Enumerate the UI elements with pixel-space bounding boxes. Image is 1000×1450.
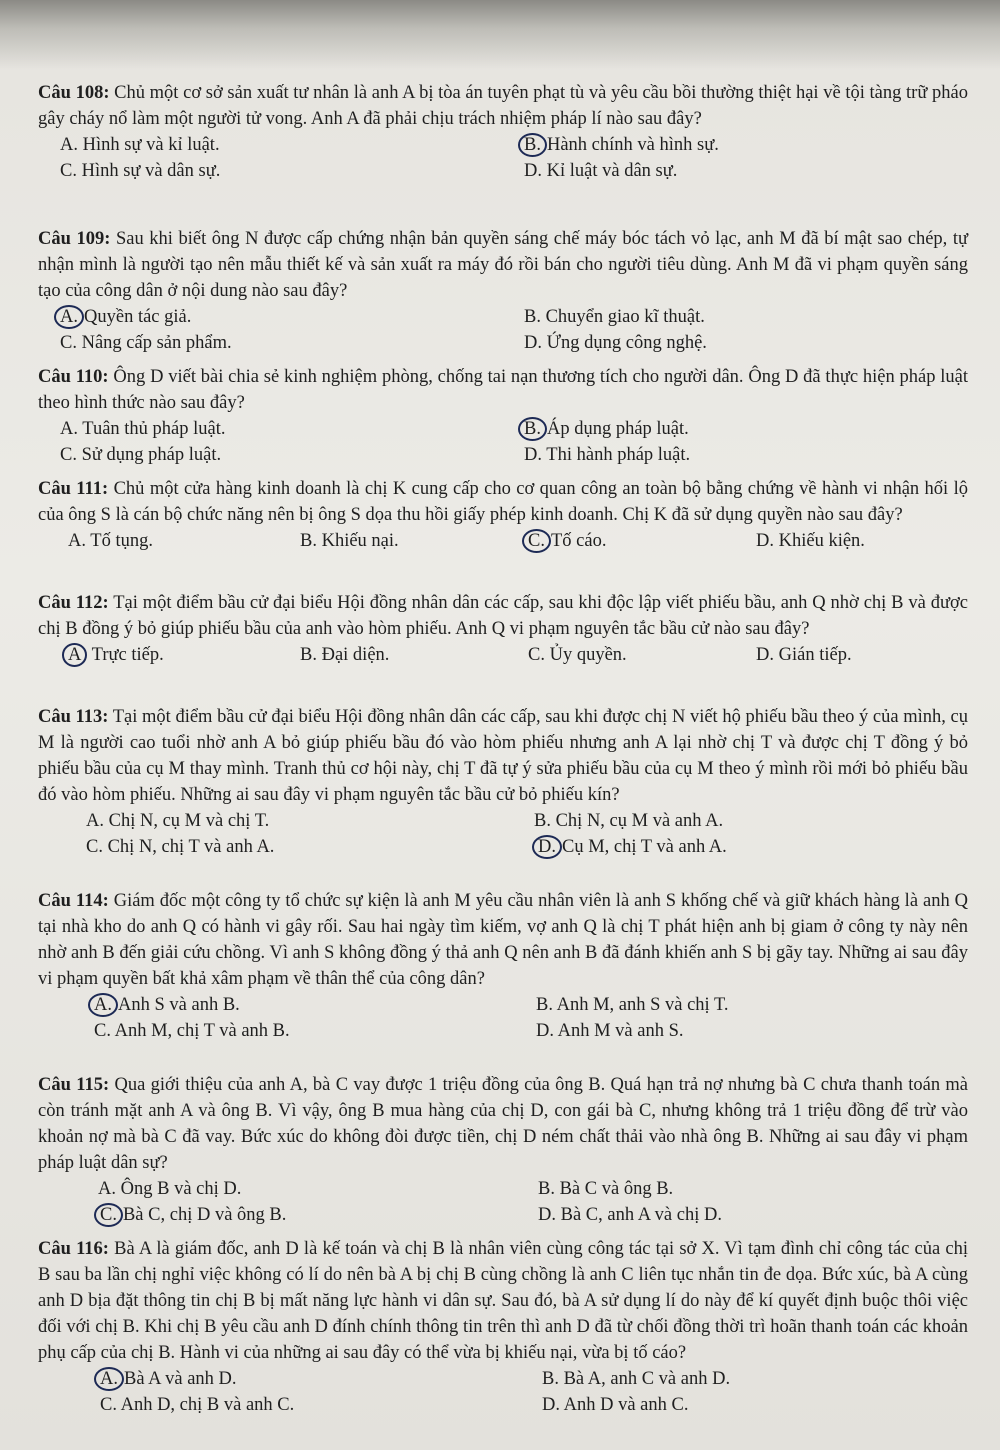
- option-c[interactable]: C. Chị N, chị T và anh A.: [86, 837, 275, 857]
- options: [38, 642, 968, 670]
- answer-circle: A.: [54, 305, 84, 329]
- question-number: Câu 111:: [38, 479, 109, 499]
- answer-circle: A.: [94, 1367, 124, 1391]
- option-c[interactable]: C. Sử dụng pháp luật.: [60, 445, 222, 465]
- answer-circle: C.: [94, 1203, 123, 1227]
- option-d[interactable]: D. Anh D và anh C.: [542, 1395, 689, 1415]
- question-111: [38, 476, 968, 556]
- option-b[interactable]: B. Bà A, anh C và anh D.: [542, 1369, 731, 1389]
- option-c[interactable]: C. Tố cáo.: [528, 528, 606, 554]
- option-a[interactable]: A. Tuân thủ pháp luật.: [60, 419, 226, 439]
- answer-circle: A: [62, 643, 87, 667]
- option-d[interactable]: D. Kỉ luật và dân sự.: [524, 161, 678, 181]
- answer-circle: D.: [532, 835, 562, 859]
- option-a[interactable]: A. Bà A và anh D.: [100, 1366, 237, 1392]
- question-number: Câu 109:: [38, 229, 111, 249]
- option-c[interactable]: C. Bà C, chị D và ông B.: [100, 1202, 286, 1228]
- question-115: [38, 1072, 968, 1230]
- question-113: [38, 704, 968, 862]
- question-number: Câu 114:: [38, 891, 109, 911]
- option-d[interactable]: D. Anh M và anh S.: [536, 1021, 684, 1041]
- question-108: [38, 80, 968, 186]
- option-c[interactable]: C. Hình sự và dân sự.: [60, 161, 221, 181]
- question-110: [38, 364, 968, 470]
- question-number: Câu 113:: [38, 707, 109, 727]
- option-b[interactable]: B. Chuyển giao kĩ thuật.: [524, 307, 705, 327]
- option-a[interactable]: A. Hình sự và kỉ luật.: [60, 135, 220, 155]
- option-a[interactable]: A. Ông B và chị D.: [98, 1179, 242, 1199]
- option-c[interactable]: C. Anh M, chị T và anh B.: [94, 1021, 290, 1041]
- options: [38, 1366, 968, 1420]
- question-109: [38, 226, 968, 358]
- option-b[interactable]: B. Bà C và ông B.: [538, 1179, 674, 1199]
- option-d[interactable]: D. Khiếu kiện.: [756, 531, 865, 551]
- option-a[interactable]: A. Chị N, cụ M và chị T.: [86, 811, 270, 831]
- option-a[interactable]: A. Quyền tác giả.: [60, 304, 191, 330]
- question-number: Câu 115:: [38, 1075, 110, 1095]
- option-a[interactable]: A. Tố tụng.: [68, 531, 153, 551]
- option-b[interactable]: B. Hành chính và hình sự.: [524, 132, 719, 158]
- option-a[interactable]: A Trực tiếp.: [68, 642, 164, 668]
- option-d[interactable]: D. Gián tiếp.: [756, 645, 852, 665]
- question-112: [38, 590, 968, 670]
- option-d[interactable]: D. Bà C, anh A và chị D.: [538, 1205, 722, 1225]
- question-number: Câu 108:: [38, 83, 110, 103]
- option-d[interactable]: D. Thi hành pháp luật.: [524, 445, 691, 465]
- question-text: Ông D viết bài chia sẻ kinh nghiệm phòng, chống tai nạn thương tích cho người dân. Ông D đã thực hiện pháp luật theo hình thức nào sau đây?: [38, 367, 969, 413]
- option-b[interactable]: B. Chị N, cụ M và anh A.: [534, 811, 724, 831]
- options: [38, 528, 968, 556]
- options: [38, 132, 968, 186]
- question-text: Bà A là giám đốc, anh D là kế toán và chị B là nhân viên cùng công tác tại sở X. Vì tạm đình chỉ công tác của chị B sau ba lần chị nghỉ việc không có lí do nên bà A bị chị B cùng chồng là anh C liên tục nhắn tin đe dọa. Bức xúc, bà A cùng anh D bịa đặt thông tin chị B bị mất năng lực hành vi dân sự. Sau đó, bà A sử dụng lí do này để kí quyết định buộc thôi việc đối với chị B. Khi chị B yêu cầu anh D đính chính thông tin trên thì anh D đã từ chối đồng thời trì hoãn thanh toán các khoản phụ cấp của chị B. Hành vi của những ai sau đây có thể vừa bị khiếu nại, vừa bị tố cáo?: [38, 1239, 968, 1363]
- option-b[interactable]: B. Anh M, anh S và chị T.: [536, 995, 729, 1015]
- option-c[interactable]: C. Anh D, chị B và anh C.: [100, 1395, 295, 1415]
- option-c[interactable]: C. Ủy quyền.: [528, 645, 627, 665]
- option-c[interactable]: C. Nâng cấp sản phẩm.: [60, 333, 232, 353]
- question-number: Câu 110:: [38, 367, 109, 387]
- options: [38, 416, 968, 470]
- option-d[interactable]: D. Cụ M, chị T và anh A.: [538, 834, 727, 860]
- options: [38, 992, 968, 1046]
- answer-circle: B.: [518, 417, 547, 441]
- answer-circle: B.: [518, 133, 547, 157]
- options: [38, 304, 968, 358]
- paper-edge-shadow: [0, 0, 1000, 70]
- question-114: [38, 888, 968, 1046]
- question-text: Giám đốc một công ty tổ chức sự kiện là anh M yêu cầu nhân viên là anh S khống chế và giữ khách hàng là anh Q tại nhà kho do anh Q có hành vi gây rối. Sau hai ngày tìm kiếm, vợ anh Q là chị T phát hiện anh bị giam ở công ty này nên nhờ anh B đến giải cứu chồng. Vì anh S không đồng ý thả anh Q nên anh B đã đánh khiến anh S bị gãy tay. Những ai sau đây vi phạm quyền bất khả xâm phạm về thân thể của công dân?: [38, 891, 969, 989]
- question-text: Sau khi biết ông N được cấp chứng nhận bản quyền sáng chế máy bóc tách vỏ lạc, anh M đã bí mật sao chép, tự nhận mình là người tạo nên mẫu thiết kế và sản xuất ra máy đó rồi bán cho người tiêu dùng. Anh M đã vi phạm quyền sáng tạo của công dân ở nội dung nào sau đây?: [38, 229, 969, 301]
- option-b[interactable]: B. Khiếu nại.: [300, 531, 399, 551]
- options: [38, 808, 968, 862]
- question-text: Tại một điểm bầu cử đại biểu Hội đồng nhân dân các cấp, sau khi độc lập viết phiếu bầu, anh Q nhờ chị B và được chị B đồng ý bỏ giúp phiếu bầu của anh vào hòm phiếu. Anh Q vi phạm nguyên tắc bầu cử nào sau đây?: [38, 593, 968, 639]
- answer-circle: C.: [522, 529, 551, 553]
- question-text: Chủ một cơ sở sản xuất tư nhân là anh A bị tòa án tuyên phạt tù và yêu cầu bồi thường thiệt hại về tội tàng trữ pháo gây cháy nổ làm một người tử vong. Anh A đã phải chịu trách nhiệm pháp lí nào sau đây?: [38, 83, 969, 129]
- option-b[interactable]: B. Áp dụng pháp luật.: [524, 416, 689, 442]
- option-a[interactable]: A. Anh S và anh B.: [94, 992, 240, 1018]
- question-text: Tại một điểm bầu cử đại biểu Hội đồng nhân dân các cấp, sau khi được chị N viết hộ phiếu bầu theo ý của mình, cụ M là người cao tuổi nhờ anh A bỏ giúp phiếu bầu đó vào hòm phiếu nhưng anh A lại nhờ chị T và được chị T đồng ý bỏ phiếu bầu của cụ M thay mình. Tranh thủ cơ hội này, chị T đã tự ý sửa phiếu bầu của cụ M theo ý mình rồi mới bỏ phiếu bầu đó vào hòm phiếu. Những ai sau đây vi phạm nguyên tắc bầu cử bỏ phiếu kín?: [38, 707, 969, 805]
- question-116: [38, 1236, 968, 1420]
- option-b[interactable]: B. Đại diện.: [300, 645, 390, 665]
- question-text: Chủ một cửa hàng kinh doanh là chị K cung cấp cho cơ quan công an toàn bộ bằng chứng về hành vi nhận hối lộ của ông S là cán bộ chức năng nên bị ông S dọa thu hồi giấy phép kinh doanh. Chị K đã sử dụng quyền nào sau đây?: [38, 479, 968, 525]
- question-number: Câu 112:: [38, 593, 109, 613]
- question-number: Câu 116:: [38, 1239, 109, 1259]
- answer-circle: A.: [88, 993, 118, 1017]
- option-d[interactable]: D. Ứng dụng công nghệ.: [524, 333, 707, 353]
- question-text: Qua giới thiệu của anh A, bà C vay được 1 triệu đồng của ông B. Quá hạn trả nợ nhưng bà C chưa thanh toán mà còn tránh mặt anh A và ông B. Vì vậy, ông B mua hàng của chị D, con gái bà C, nhưng không trả 1 triệu đồng để trừ vào khoản nợ mà bà C đã vay. Bức xúc do không đòi được tiền, chị D ném chất thải vào nhà ông B. Những ai sau đây vi phạm pháp luật dân sự?: [38, 1075, 969, 1173]
- options: [38, 1176, 968, 1230]
